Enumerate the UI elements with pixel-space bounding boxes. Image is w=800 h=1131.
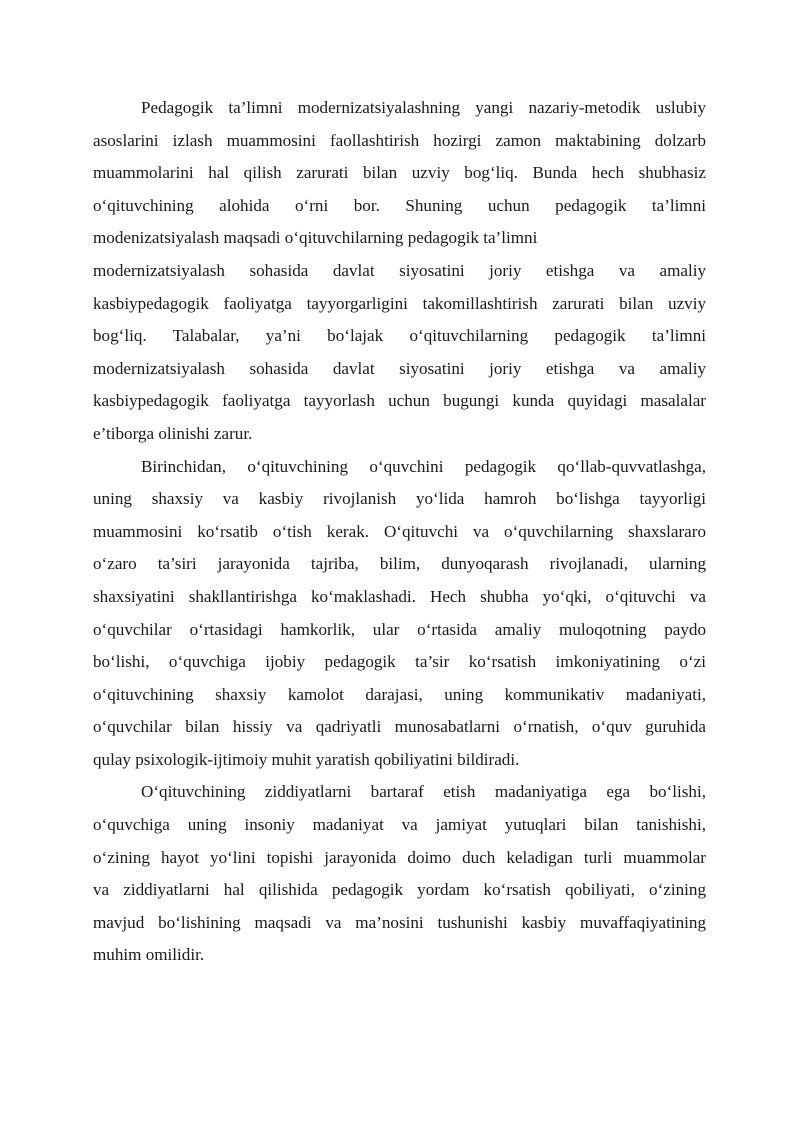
text-line: asoslarini izlash muammosini faollashtirish hozirgi zamon maktabining dolzarb (93, 130, 706, 150)
text-line: muammosini ko‘rsatib o‘tish kerak. O‘qituvchi va o‘quvchilarning shaxslararo (93, 521, 706, 541)
document-page (93, 92, 706, 972)
text-line: Pedagogik ta’limni modernizatsiyalashning yangi nazariy-metodik uslubiy (141, 98, 706, 117)
text-line: modernizatsiyalash sohasida davlat siyosatini joriy etishga va amaliy (93, 260, 706, 280)
text-line: o‘qituvchining shaxsiy kamolot darajasi, uning kommunikativ madaniyati, (93, 684, 706, 704)
text-line: o‘zaro ta’siri jarayonida tajriba, bilim, dunyoqarash rivojlanadi, ularning (93, 554, 706, 574)
text-line: mavjud bo‘lishining maqsadi va ma’nosini tushunishi kasbiy muvaffaqiyatining (93, 912, 706, 932)
text-line: o‘quvchilar o‘rtasidagi hamkorlik, ular o‘rtasida amaliy muloqotning paydo (93, 619, 706, 639)
paragraph-3 (93, 776, 706, 972)
text-line: modernizatsiyalash sohasida davlat siyosatini joriy etishga va amaliy (93, 358, 706, 378)
text-line: o‘quvchilar bilan hissiy va qadriyatli munosabatlarni o‘rnatish, o‘quv guruhida (93, 717, 706, 737)
text-line: shaxsiyatini shakllantirishga ko‘maklashadi. Hech shubha yo‘qki, o‘qituvchi va (93, 586, 706, 606)
text-line: e’tiborga olinishi zarur. (93, 423, 253, 443)
text-line: muammolarini hal qilish zarurati bilan uzviy bog‘liq. Bunda hech shubhasiz (93, 163, 706, 183)
text-line: modenizatsiyalash maqsadi o‘qituvchilarning pedagogik ta’limni (93, 228, 538, 248)
text-line: bog‘liq. Talabalar, ya’ni bo‘lajak o‘qituvchilarning pedagogik ta’limni (93, 326, 706, 346)
text-line: kasbiypedagogik faoliyatga tayyorlash uchun bugungi kunda quyidagi masalalar (93, 391, 706, 411)
text-line: muhim omilidir. (93, 945, 205, 965)
text-line: o‘zining hayot yo‘lini topishi jarayonida doimo duch keladigan turli muammolar (93, 847, 706, 867)
text-line: va ziddiyatlarni hal qilishida pedagogik yordam ko‘rsatish qobiliyati, o‘zining (93, 880, 706, 900)
text-line: o‘qituvchining alohida o‘rni bor. Shuning uchun pedagogik ta’limni (93, 195, 706, 215)
text-line: kasbiypedagogik faoliyatga tayyorgarligini takomillashtirish zarurati bilan uzviy (93, 293, 706, 313)
text-line: Birinchidan, o‘qituvchining o‘quvchini pedagogik qo‘llab-quvvatlashga, (141, 456, 706, 476)
text-line: qulay psixologik-ijtimoiy muhit yaratish qobiliyatini bildiradi. (93, 749, 520, 769)
text-line: bo‘lishi, o‘quvchiga ijobiy pedagogik ta’sir ko‘rsatish imkoniyatining o‘zi (93, 652, 706, 672)
text-line: uning shaxsiy va kasbiy rivojlanish yo‘lida hamroh bo‘lishga tayyorligi (93, 489, 706, 509)
text-line: O‘qituvchining ziddiyatlarni bartaraf etish madaniyatiga ega bo‘lishi, (141, 782, 706, 802)
paragraph-1 (93, 92, 706, 451)
text-line: o‘quvchiga uning insoniy madaniyat va jamiyat yutuqlari bilan tanishishi, (93, 815, 706, 835)
paragraph-2 (93, 451, 706, 777)
